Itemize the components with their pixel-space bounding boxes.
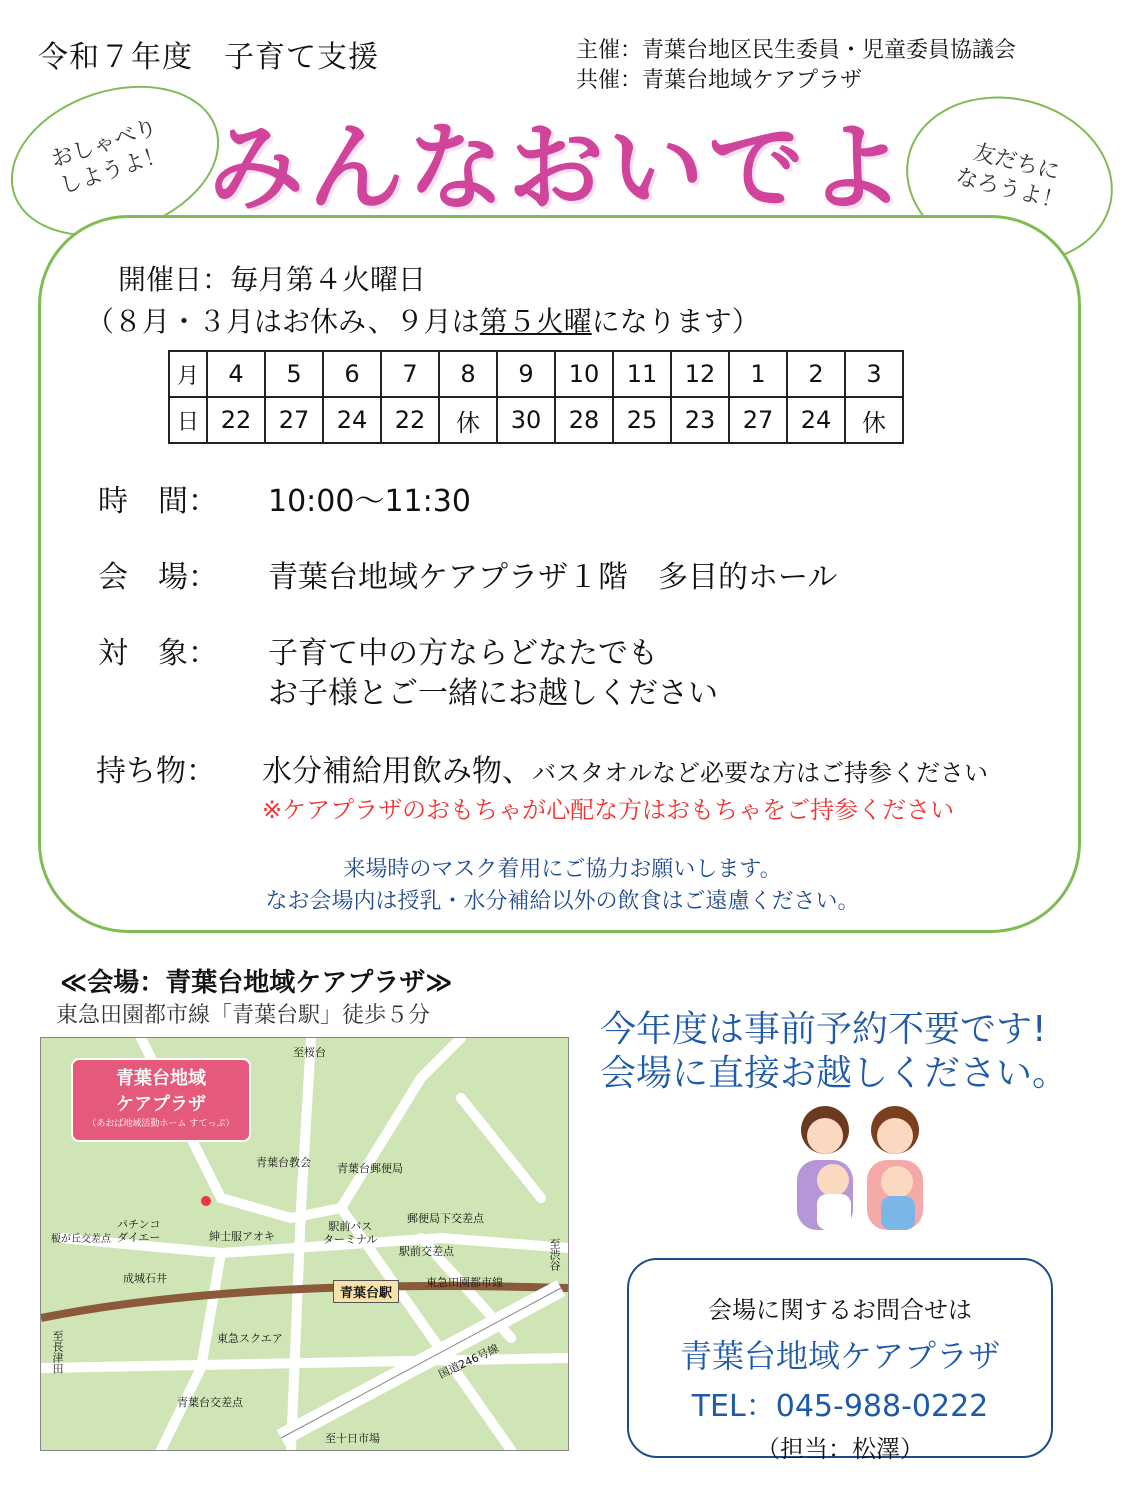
day-header: 日 [169, 397, 207, 443]
map-label-nagatsuta: 至長津田 [51, 1330, 64, 1374]
table-row-months [169, 351, 903, 397]
schedule-note-pre: （８月・３月はお休み、９月は [86, 305, 480, 338]
map-label-line: 東急田園都市線 [426, 1276, 503, 1289]
contact-name: 青葉台地域ケアプラザ [679, 1337, 1000, 1375]
bubble-left-text: おしゃべり しようよ！ [48, 115, 170, 200]
target-label: 対 象： [98, 636, 218, 671]
table-cell: 7 [381, 351, 439, 397]
bring-sub: バスタオルなど必要な方はご持参ください [532, 759, 988, 787]
map-label-enokigaoka: 榎が丘交差点 [51, 1234, 111, 1245]
table-cell: 8 [439, 351, 497, 397]
map-label-bus-2: ターミナル [323, 1233, 378, 1246]
table-cell: 28 [555, 397, 613, 443]
venue-callout [71, 1058, 251, 1142]
table-cell: 2 [787, 351, 845, 397]
table-cell: 27 [265, 397, 323, 443]
cosponsor: 共催：青葉台地域ケアプラザ [576, 68, 863, 93]
reservation-line-2: 会場に直接お越しください。 [600, 1053, 1069, 1094]
main-title: みんなおいでよ [208, 112, 908, 224]
reservation-line-1: 今年度は事前予約不要です! [600, 1009, 1047, 1050]
schedule-note-post: になります） [591, 305, 760, 338]
table-cell: 休 [845, 397, 903, 443]
bring-main: 水分補給用飲み物、 [262, 754, 532, 789]
table-cell: 休 [439, 397, 497, 443]
parents-with-babies-illustration [785, 1100, 955, 1240]
table-cell: 25 [613, 397, 671, 443]
event-series-title: 令和７年度 子育て支援 [38, 40, 379, 75]
callout-title-1: 青葉台地域 [116, 1068, 206, 1089]
venue-value: 青葉台地域ケアプラザ１階 多目的ホール [268, 560, 838, 595]
map-label-sakuradai: 至桜台 [293, 1046, 326, 1059]
callout-sub: （あおば地域活動ホーム すてっぷ） [87, 1119, 235, 1129]
venue-heading: ≪会場：青葉台地域ケアプラザ≫ [60, 968, 453, 998]
table-cell: 12 [671, 351, 729, 397]
table-cell: 11 [613, 351, 671, 397]
map-label-pachinko [117, 1218, 160, 1244]
bring-label: 持ち物： [96, 754, 216, 789]
map-label-bus [323, 1220, 377, 1246]
map-label-ekimae: 駅前交差点 [399, 1245, 454, 1258]
map-label-post: 青葉台郵便局 [337, 1162, 403, 1175]
table-cell: 9 [497, 351, 555, 397]
map-label-square: 東急スクエア [217, 1332, 283, 1345]
venue-label: 会 場： [98, 560, 218, 595]
table-cell: 27 [729, 397, 787, 443]
organizer: 主催：青葉台地区民生委員・児童委員協議会 [576, 38, 1017, 63]
table-cell: 22 [381, 397, 439, 443]
venue-access: 東急田園都市線「青葉台駅」徒歩５分 [56, 1003, 431, 1028]
bring-value [262, 746, 988, 790]
map-label-tokaichiba: 至十日市場 [325, 1432, 380, 1445]
table-row-days [169, 397, 903, 443]
time-value: 10:00～11:30 [268, 484, 471, 519]
schedule-date: 開催日：毎月第４火曜日 [118, 263, 427, 296]
contact-tel: TEL：045-988-0222 [691, 1389, 989, 1424]
table-cell: 30 [497, 397, 555, 443]
mask-note-1: 来場時のマスク着用にご協力お願いします。 [343, 857, 782, 882]
table-cell: 4 [207, 351, 265, 397]
table-cell: 24 [323, 397, 381, 443]
time-label: 時 間： [98, 484, 218, 519]
schedule-table [168, 350, 904, 444]
map-label-pachinko-1: パチンコ [117, 1218, 161, 1231]
table-cell: 3 [845, 351, 903, 397]
schedule-note [86, 300, 760, 340]
toy-note: ※ケアプラザのおもちゃが心配な方はおもちゃをご持参ください [262, 796, 955, 824]
map-label-pachinko-2: ダイエー [117, 1231, 161, 1244]
table-cell: 10 [555, 351, 613, 397]
map-label-seijo: 成城石井 [123, 1272, 167, 1285]
map-label-post-cross: 郵便局下交差点 [407, 1212, 484, 1225]
month-header: 月 [169, 351, 207, 397]
mask-note-2: なお会場内は授乳・水分補給以外の飲食はご遠慮ください。 [265, 889, 860, 914]
table-cell: 24 [787, 397, 845, 443]
schedule-note-underline: 第５火曜 [479, 305, 592, 338]
map-label-aoki: 紳士服アオキ [209, 1230, 275, 1243]
target-value-2: お子様とご一緒にお越しください [268, 676, 718, 711]
bubble-right-text: 友だちに なろうよ！ [953, 139, 1067, 216]
map-label-bus-1: 駅前バス [328, 1220, 373, 1233]
map-label-church: 青葉台教会 [256, 1156, 311, 1169]
table-cell: 5 [265, 351, 323, 397]
reservation-notice [600, 1008, 1068, 1096]
callout-title-2: ケアプラザ [116, 1094, 206, 1115]
contact-person: （担当：松澤） [756, 1435, 924, 1463]
venue-map [40, 1037, 569, 1451]
map-label-station: 青葉台駅 [333, 1280, 399, 1303]
contact-intro: 会場に関するお問合せは [708, 1296, 972, 1324]
target-value-1: 子育て中の方ならどなたでも [268, 636, 658, 671]
map-label-route246: 国道246号線 [436, 1341, 501, 1382]
table-cell: 1 [729, 351, 787, 397]
contact-box [627, 1258, 1053, 1463]
organizer-info [576, 36, 1016, 96]
table-cell: 23 [671, 397, 729, 443]
map-label-aobadai-cross: 青葉台交差点 [177, 1396, 243, 1409]
table-cell: 6 [323, 351, 381, 397]
map-label-shibuya: 至渋谷 [548, 1238, 561, 1271]
table-cell: 22 [207, 397, 265, 443]
